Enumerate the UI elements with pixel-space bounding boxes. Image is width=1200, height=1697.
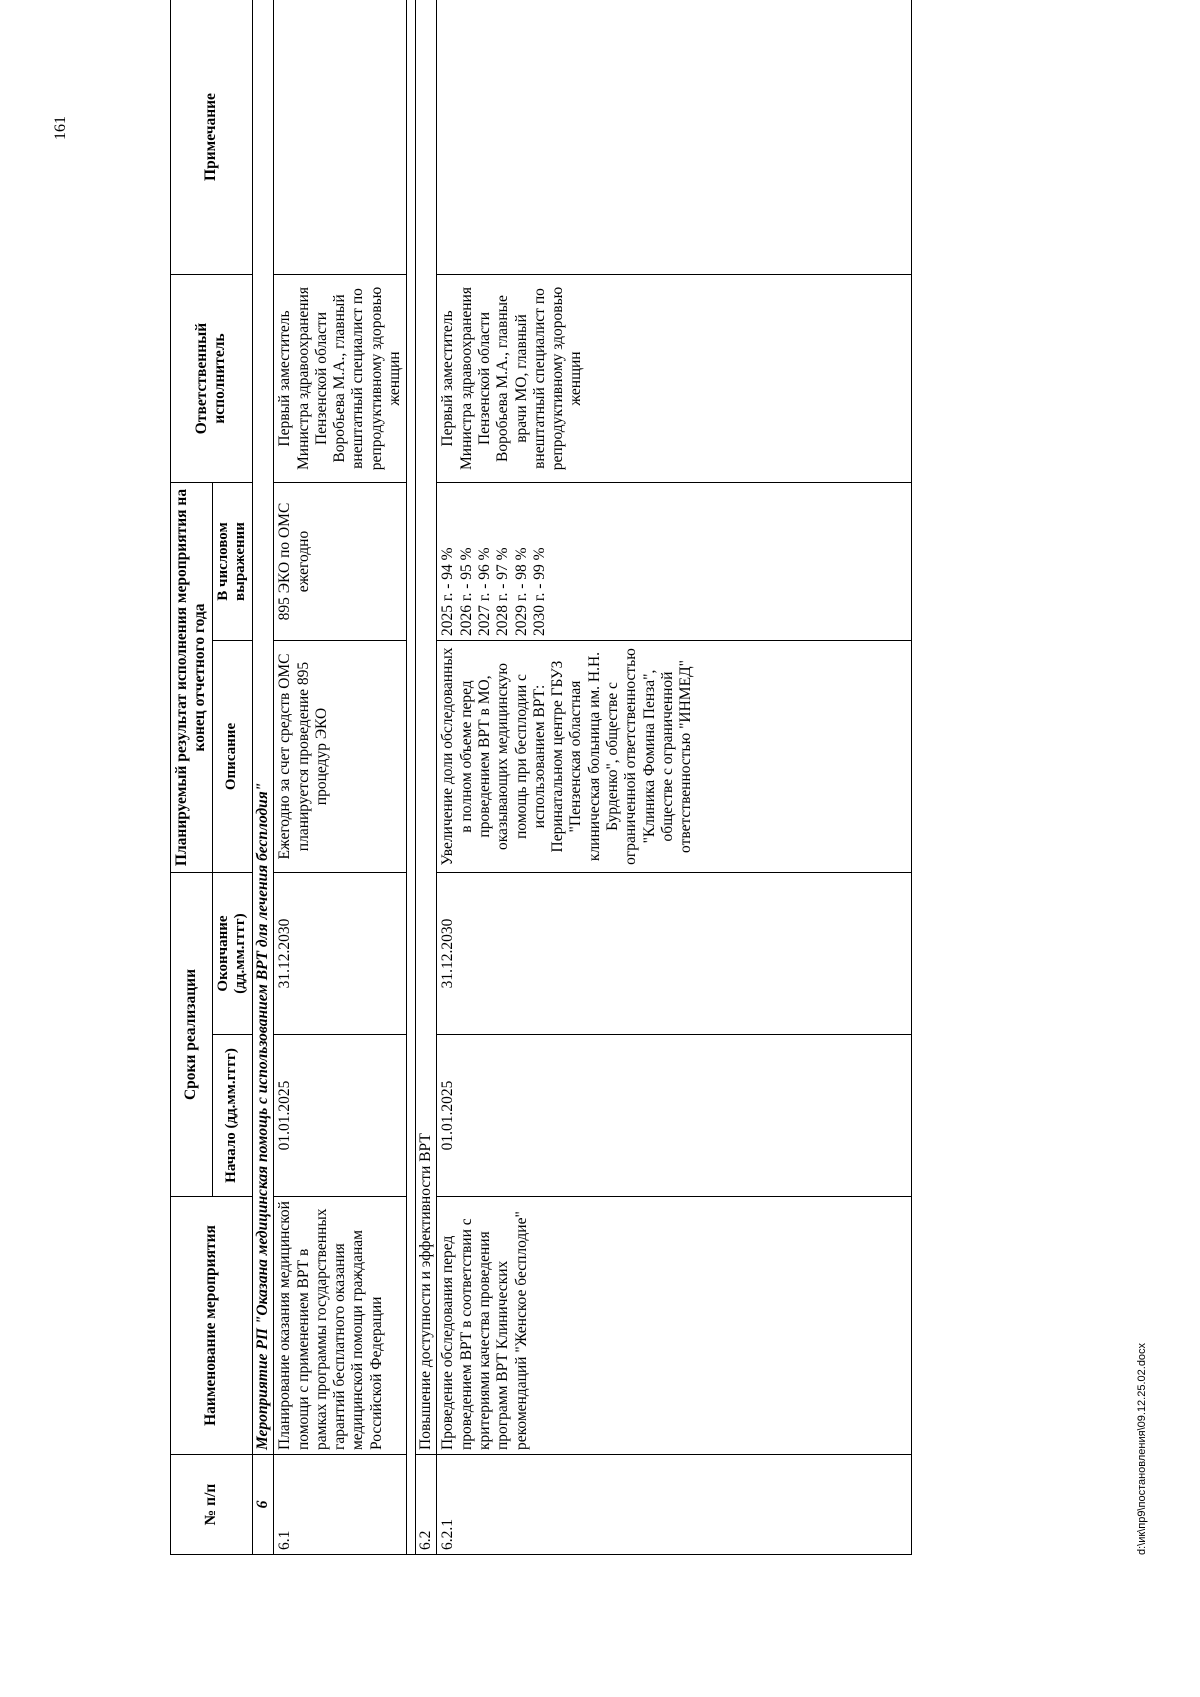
row-num: 6.1 bbox=[274, 1455, 407, 1555]
numeric-item: 2028 г. - 97 % bbox=[494, 547, 512, 636]
header-num: № п/п bbox=[171, 1455, 253, 1555]
numeric-item: 2029 г. - 98 % bbox=[512, 547, 530, 636]
row-note bbox=[437, 0, 912, 275]
row-num: 6.2.1 bbox=[437, 1455, 912, 1555]
row-numeric-list bbox=[437, 483, 912, 641]
header-note: Примечание bbox=[171, 0, 253, 275]
section-title: Повышение доступности и эффективности ВРТ bbox=[416, 0, 437, 1455]
section-row bbox=[416, 0, 437, 1555]
row-description: Увеличение доли обследованных в полном объеме перед проведением ВРТ в МО, оказывающих медицинскую помощь при бесплодии с использованием ВРТ: Перинатальном центре ГБУЗ "Пензенская областная клиническая больница им. Н.Н. Бурденко", обществе с ограниченной ответственностью "Клиника Фомина Пенза", обществе с ограниченной ответственностью "ИНМЕД" bbox=[437, 641, 912, 873]
section-num: 6 bbox=[252, 1455, 273, 1555]
section-title: Мероприятие РП "Оказана медицинская помощь с использованием ВРТ для лечения бесплодия" bbox=[252, 0, 273, 1455]
header-start: Начало (дд.мм.гггг) bbox=[212, 1035, 252, 1197]
events-table bbox=[170, 0, 912, 1555]
row-responsible: Первый заместитель Министра здравоохранения Пензенской области Воробьева М.А., главные врачи МО, главный внештатный специалист по репродуктивному здоровью женщин bbox=[437, 275, 912, 483]
row-note bbox=[274, 0, 407, 275]
header-responsible: Ответственный исполнитель bbox=[171, 275, 253, 483]
row-description: Ежегодно за счет средств ОМС планируется проведение 895 процедур ЭКО bbox=[274, 641, 407, 873]
table-header-row-1 bbox=[171, 0, 213, 1555]
row-start: 01.01.2025 bbox=[437, 1035, 912, 1197]
footer-file-path: d:\ик\пр9\постановления\09.12.25.02.docx bbox=[1136, 1342, 1148, 1555]
header-name: Наименование мероприятия bbox=[171, 1197, 253, 1455]
header-planned: Планируемый результат исполнения мероприятия на конец отчетного года bbox=[171, 483, 213, 873]
table-row bbox=[274, 0, 407, 1555]
row-end: 31.12.2030 bbox=[274, 873, 407, 1035]
numeric-item: 2026 г. - 95 % bbox=[457, 547, 475, 636]
row-name: Планирование оказания медицинской помощи с применением ВРТ в рамках программы государственных гарантий бесплатного оказания медицинской помощи гражданам Российской Федерации bbox=[274, 1197, 407, 1455]
numeric-item: 2025 г. - 94 % bbox=[439, 547, 457, 636]
section-row bbox=[252, 0, 273, 1555]
row-responsible: Первый заместитель Министра здравоохранения Пензенской области Воробьева М.А., главный внештатный специалист по репродуктивному здоровью женщин bbox=[274, 275, 407, 483]
spacer-row bbox=[407, 0, 416, 1555]
row-name: Проведение обследования перед проведением ВРТ в соответствии с критериями качества проведения программ ВРТ Клинических рекомендаций "Женское бесплодие" bbox=[437, 1197, 912, 1455]
header-description: Описание bbox=[212, 641, 252, 873]
header-numeric: В числовом выражении bbox=[212, 483, 252, 641]
header-end: Окончание (дд.мм.гггг) bbox=[212, 873, 252, 1035]
page-number: 161 bbox=[52, 116, 69, 140]
numeric-item: 2030 г. - 99 % bbox=[530, 547, 548, 636]
row-start: 01.01.2025 bbox=[274, 1035, 407, 1197]
section-num: 6.2 bbox=[416, 1455, 437, 1555]
numeric-item: 2027 г. - 96 % bbox=[476, 547, 494, 636]
header-terms: Сроки реализации bbox=[171, 873, 213, 1197]
table-row bbox=[437, 0, 912, 1555]
row-numeric: 895 ЭКО по ОМС ежегодно bbox=[274, 483, 407, 641]
row-end: 31.12.2030 bbox=[437, 873, 912, 1035]
rotated-table-sheet bbox=[170, 0, 1040, 1555]
